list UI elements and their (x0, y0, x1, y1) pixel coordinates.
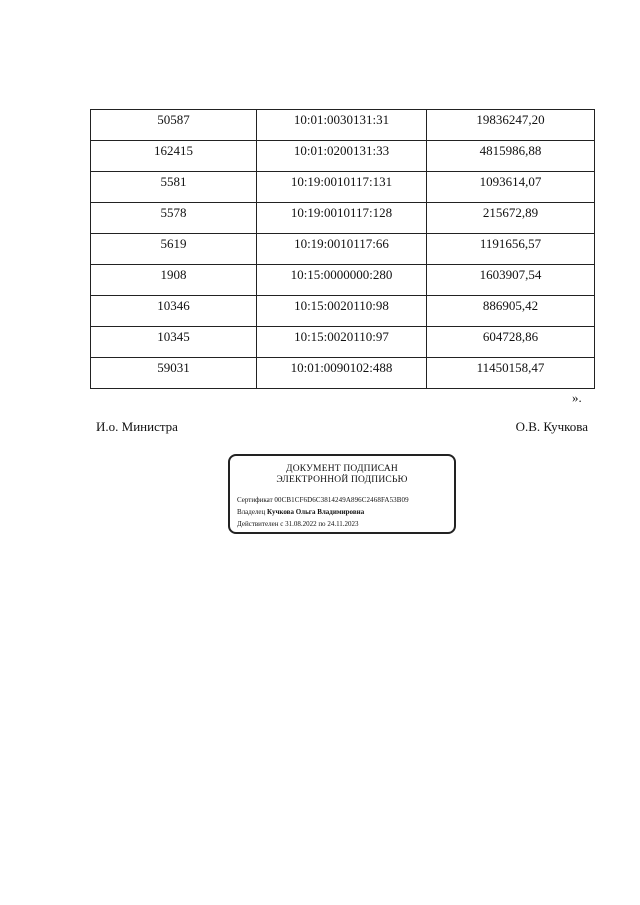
table-cell: 1908 (91, 265, 257, 296)
table-cell: 5578 (91, 203, 257, 234)
table-cell: 59031 (91, 358, 257, 389)
stamp-owner (237, 508, 364, 517)
table-cell: 10:01:0030131:31 (257, 110, 427, 141)
table-row (91, 110, 595, 141)
table-cell: 19836247,20 (427, 110, 595, 141)
table-cell: 10345 (91, 327, 257, 358)
table-cell: 10:15:0020110:97 (257, 327, 427, 358)
table-cell: 11450158,47 (427, 358, 595, 389)
table-cell: 4815986,88 (427, 141, 595, 172)
table-row (91, 358, 595, 389)
stamp-title (230, 464, 454, 486)
table-row (91, 203, 595, 234)
parcel-table (90, 109, 595, 389)
stamp-certificate-value: 00CB1CF6D6C3814249A896C2468FA53B09 (274, 496, 409, 504)
stamp-owner-value: Кучкова Ольга Владимировна (267, 508, 365, 516)
signer-name: О.В. Кучкова (515, 419, 588, 434)
table-cell: 10:19:0010117:128 (257, 203, 427, 234)
table-cell: 10346 (91, 296, 257, 327)
table-cell: 5581 (91, 172, 257, 203)
signer-position: И.о. Министра (96, 419, 178, 434)
table-cell: 10:19:0010117:66 (257, 234, 427, 265)
table-row (91, 234, 595, 265)
table-cell: 1191656,57 (427, 234, 595, 265)
electronic-signature-stamp (228, 454, 456, 534)
table-cell: 886905,42 (427, 296, 595, 327)
table-cell: 10:01:0200131:33 (257, 141, 427, 172)
table-cell: 1093614,07 (427, 172, 595, 203)
stamp-certificate (237, 496, 409, 505)
table-row (91, 327, 595, 358)
table-cell: 604728,86 (427, 327, 595, 358)
table-cell: 10:15:0000000:280 (257, 265, 427, 296)
stamp-validity-label: Действителен (237, 520, 279, 528)
table-cell: 162415 (91, 141, 257, 172)
table-cell: 10:19:0010117:131 (257, 172, 427, 203)
stamp-title-line: ДОКУМЕНТ ПОДПИСАН (286, 464, 398, 474)
table-cell: 1603907,54 (427, 265, 595, 296)
table-cell: 50587 (91, 110, 257, 141)
table-cell: 5619 (91, 234, 257, 265)
stamp-validity (237, 520, 359, 529)
stamp-owner-label: Владелец (237, 508, 266, 516)
table-row (91, 296, 595, 327)
stamp-title-line: ЭЛЕКТРОННОЙ ПОДПИСЬЮ (276, 475, 408, 485)
closing-quote: ». (572, 390, 582, 405)
table-row (91, 141, 595, 172)
stamp-validity-from-label: с (280, 520, 284, 528)
stamp-validity-from: 31.08.2022 (285, 520, 317, 528)
table-cell: 10:01:0090102:488 (257, 358, 427, 389)
stamp-validity-to-label: по (318, 520, 326, 528)
table-cell: 10:15:0020110:98 (257, 296, 427, 327)
table-row (91, 172, 595, 203)
stamp-certificate-label: Сертификат (237, 496, 273, 504)
table-row (91, 265, 595, 296)
stamp-validity-to: 24.11.2023 (327, 520, 359, 528)
table-cell: 215672,89 (427, 203, 595, 234)
